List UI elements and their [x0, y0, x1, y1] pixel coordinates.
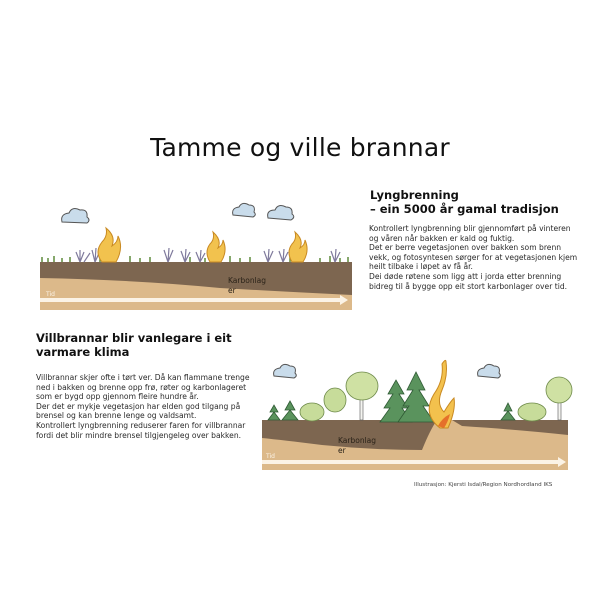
- heather-icon: [76, 250, 90, 262]
- bush-icon: [324, 388, 346, 412]
- wildfire-paragraph: Villbrannar skjer ofte i tørt ver. Då kan flammane trenge ned i bakken og brenne opp frø, røter og karbonlageret som er bygd opp gjennom fleire hundre år.: [36, 373, 250, 402]
- large-flame-icon: [429, 360, 454, 428]
- bush-icon: [300, 403, 324, 421]
- heather-paragraph: Kontrollert lyngbrenning blir gjennomført på vinteren og våren når bakken er kald og fuktig.: [369, 224, 571, 243]
- carbon-layer-label-cont: er: [228, 286, 236, 295]
- cloud-icon: [268, 206, 294, 220]
- flame-icon: [289, 232, 307, 262]
- heather-heading: [370, 188, 559, 216]
- bush-icon: [518, 403, 546, 421]
- wildfire-paragraph: Der det er mykje vegetasjon har elden god tilgang på brensel og kan brenne lenge og valdsamt.: [36, 401, 241, 421]
- spruce-tree-icon: [268, 405, 280, 420]
- wildfire-body: [36, 373, 256, 440]
- cloud-icon: [274, 364, 297, 378]
- heather-body: [369, 224, 581, 291]
- spruce-tree-icon: [282, 401, 298, 420]
- heather-icon: [181, 249, 190, 262]
- heather-paragraph: Dei døde røtene som ligg att i jorda etter brenning bidreg til å bygge opp eit stort karbonlager over tid.: [369, 271, 568, 291]
- heather-icon: [331, 249, 340, 262]
- wildfire-illustration: [262, 350, 574, 472]
- time-label: Tid: [266, 453, 275, 460]
- carbon-layer-label-cont: er: [338, 446, 346, 455]
- cloud-icon: [62, 209, 89, 223]
- cloud-icon: [478, 364, 501, 378]
- heather-paragraph: Det er berre vegetasjonen over bakken som brenn vekk, og fotosyntesen sørger for at vegetasjonen kjem heilt tilbake i løpet av få år.: [369, 243, 578, 272]
- wildfire-heading-line1: Villbrannar blir vanlegare i eit: [36, 331, 232, 345]
- spruce-tree-icon: [501, 403, 515, 420]
- cloud-icon: [233, 203, 256, 217]
- heather-burning-illustration: [40, 200, 355, 312]
- heather-icon: [196, 250, 205, 262]
- heather-icon: [264, 249, 273, 262]
- heather-icon: [164, 248, 173, 262]
- heather-heading-line1: Lyngbrenning: [370, 188, 459, 202]
- birch-tree-icon: [546, 377, 572, 420]
- flame-icon: [98, 228, 121, 262]
- wildfire-paragraph: Kontrollert lyngbrenning reduserer faren for villbrannar fordi det blir mindre brensel tilgjengeleg over bakken.: [36, 420, 246, 440]
- time-label: Tid: [46, 291, 55, 298]
- wildfire-heading: [36, 331, 232, 359]
- heather-icon: [279, 249, 288, 262]
- birch-tree-icon: [346, 372, 378, 420]
- carbon-layer-label: Karbonlag: [228, 276, 267, 285]
- spruce-tree-icon: [398, 372, 434, 422]
- carbon-layer-label: Karbonlag: [338, 436, 377, 445]
- heather-heading-line2: – ein 5000 år gamal tradisjon: [370, 202, 559, 216]
- illustration-credit: Illustrasjon: Kjersti Isdal/Region Nordhordland IKS: [414, 482, 553, 488]
- flame-icon: [207, 232, 225, 262]
- wildfire-heading-line2: varmare klima: [36, 345, 130, 359]
- page-title: Tamme og ville brannar: [150, 133, 450, 162]
